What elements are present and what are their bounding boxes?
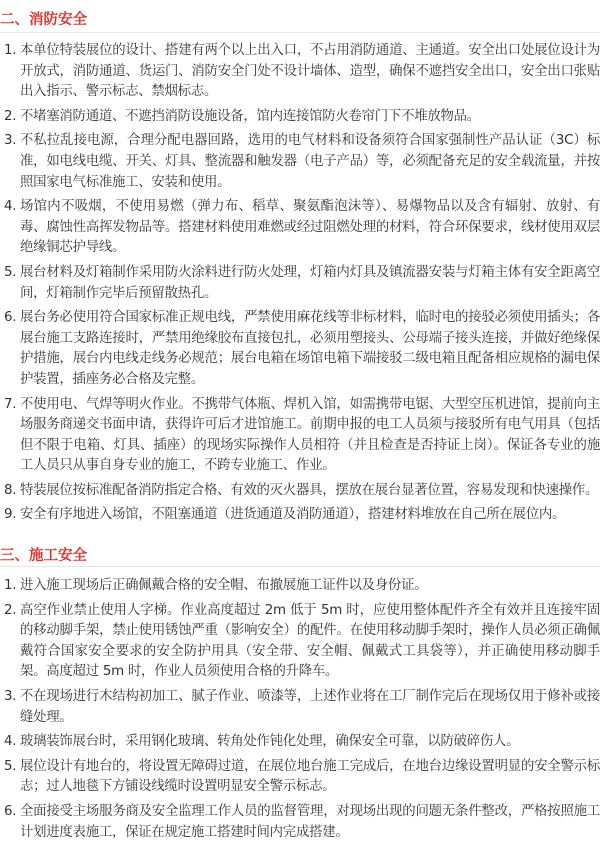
list-item bbox=[0, 41, 600, 103]
item-text: 不私拉乱接电源，合理分配电器回路，选用的电气材料和设备须符合国家强制性产品认证（3C）标准，如电线电缆、开关、灯具、整流器和触发器（电子产品）等，必须配备充足的安全载流量，并按照国家电气标准施工、安装和使用。 bbox=[20, 133, 600, 190]
list-item bbox=[0, 576, 600, 597]
item-text: 本单位特装展位的设计、搭建有两个以上出入口，不占用消防通道、主通道。安全出口处展位设计为开放式，消防通道、货运门、消防安全门处不设计墙体、造型，确保不遮挡安全出口，安全出口张贴出入指示、警示标志、禁烟标志。 bbox=[20, 43, 600, 100]
item-number: 9. bbox=[4, 507, 17, 523]
item-number: 8. bbox=[4, 482, 17, 498]
section-title-construction-safety: 三、施工安全 bbox=[0, 548, 87, 564]
item-number: 6. bbox=[4, 803, 17, 819]
item-number: 1. bbox=[4, 43, 17, 58]
item-text: 展台务必使用符合国家标准正规电线，严禁使用麻花线等非标材料，临时电的接驳必须使用插头；各展台施工支路连接时，严禁用绝缘胶布直接包扎，必须用塑接头、公母端子接头连接，并做好绝缘保护措施，展台内电线走线务必规范；展台电箱在场馆电箱下端接驳二级电箱且配备相应规格的漏电保护装置，插座务必合格及完整。 bbox=[20, 310, 600, 387]
list-item bbox=[0, 802, 600, 843]
item-number: 6. bbox=[4, 310, 17, 326]
list-item bbox=[0, 732, 600, 753]
section-divider bbox=[0, 32, 600, 33]
item-number: 1. bbox=[4, 578, 17, 593]
item-number: 4. bbox=[4, 199, 17, 215]
list-item bbox=[0, 308, 600, 390]
item-text: 安全有序地进入场馆，不阻塞通道（进货通道及消防通道），搭建材料堆放在自己所在展位内。 bbox=[20, 507, 566, 523]
item-number: 3. bbox=[4, 688, 17, 704]
list-item bbox=[0, 107, 600, 128]
item-text: 不堵塞消防通道、不遮挡消防设施设备，馆内连接馆防火卷帘门下不堆放物品。 bbox=[20, 108, 480, 124]
item-text: 展台材料及灯箱制作采用防火涂料进行防火处理，灯箱内灯具及镇流器安装与灯箱主体有安全距离空间，灯箱制作完毕后预留散热孔。 bbox=[20, 264, 600, 301]
item-text: 高空作业禁止使用人字梯。作业高度超过 2m 低于 5m 时，应使用整体配件齐全有效并且连接牢固的移动脚手架，禁止使用锈蚀严重（影响安全）的配件。在使用移动脚手架时，操作人员必须正确佩戴符合国家安全要求的安全防护用具（安全带、安全帽、佩戴式工具袋等），并正确使用移动脚手架。高度超过 5m 时，作业人员须使用合格的升降车。 bbox=[20, 602, 600, 680]
item-text: 不使用电、气焊等明火作业。不携带气体瓶、焊机入馆，如需携带电锯、大型空压机进馆，提前向主场服务商递交书面申请，获得许可后才进馆施工。前期申报的电工人员须与接驳所有电气用具（包括但不限于电箱、灯具、插座）的现场实际操作人员相符（并且检查是否持证上岗）。保证各专业的施工人员只从事自身专业的施工，不跨专业施工、作业。 bbox=[20, 396, 600, 474]
list-item bbox=[0, 131, 600, 193]
section-divider bbox=[0, 566, 600, 567]
fire-safety-list bbox=[0, 41, 600, 530]
item-text: 展位设计有地台的，将设置无障碍过道，在展位地台施工完成后，在地台边缘设置明显的安全警示标志；过人地毯下方铺设线缆时设置明显安全警示标志。 bbox=[20, 758, 600, 795]
list-item bbox=[0, 481, 600, 502]
item-text: 玻璃装饰展台时，采用钢化玻璃、转角处作钝化处理，确保安全可靠，以防破碎伤人。 bbox=[20, 734, 520, 750]
item-number: 5. bbox=[4, 758, 17, 774]
item-number: 5. bbox=[4, 264, 17, 280]
item-text: 场馆内不吸烟，不使用易燃（弹力布、稻草、聚氨酯泡沫等）、易爆物品以及含有辐射、放射、有毒、腐蚀性高挥发物品等。搭建材料使用难燃或经过阻燃处理的材料，符合环保要求，线材使用双层绝缘铜芯护导线。 bbox=[20, 199, 600, 256]
list-item bbox=[0, 757, 600, 798]
item-number: 4. bbox=[4, 734, 17, 750]
item-number: 2. bbox=[4, 602, 17, 618]
list-item bbox=[0, 505, 600, 526]
construction-safety-list bbox=[0, 576, 600, 847]
list-item bbox=[0, 263, 600, 304]
list-item bbox=[0, 687, 600, 728]
item-number: 7. bbox=[4, 396, 17, 412]
item-text: 进入施工现场后正确佩戴合格的安全帽、布撤展施工证件以及身份证。 bbox=[20, 578, 428, 593]
item-number: 3. bbox=[4, 133, 17, 149]
section-title-fire-safety: 二、消防安全 bbox=[0, 12, 87, 28]
list-item bbox=[0, 601, 600, 683]
list-item bbox=[0, 395, 600, 477]
item-text: 不在现场进行木结构初加工、腻子作业、喷漆等，上述作业将在工厂制作完后在现场仅用于修补或接缝处理。 bbox=[20, 688, 600, 725]
item-text: 全面接受主场服务商及安全监理工作人员的监督管理，对现场出现的问题无条件整改，严格按照施工计划进度表施工，保证在规定施工搭建时间内完成搭建。 bbox=[20, 803, 600, 840]
item-number: 2. bbox=[4, 108, 17, 124]
item-text: 特装展位按标准配备消防指定合格、有效的灭火器具，摆放在展台显著位置，容易发现和快速操作。 bbox=[20, 482, 599, 498]
list-item bbox=[0, 197, 600, 259]
